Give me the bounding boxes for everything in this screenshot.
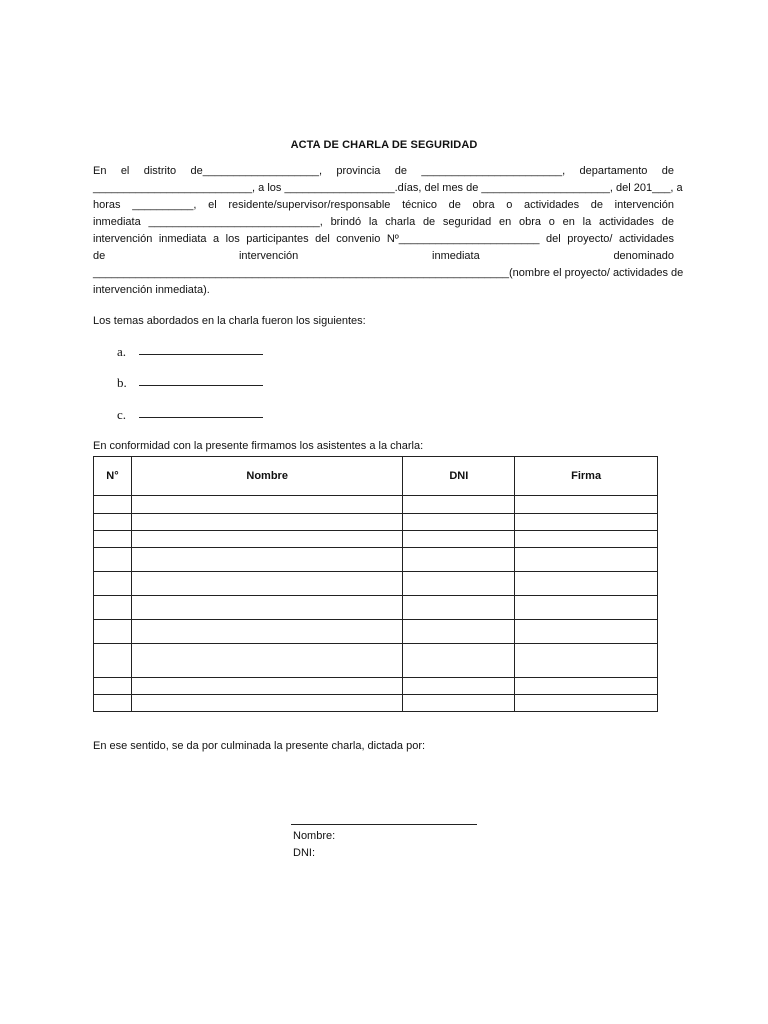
agreement-text: En conformidad con la presente firmamos los asistentes a la charla: (93, 440, 424, 452)
table-cell[interactable] (403, 695, 515, 712)
table-cell[interactable] (131, 572, 402, 596)
topic-blank-line[interactable] (139, 416, 263, 418)
table-cell[interactable] (403, 496, 515, 514)
table-cell[interactable] (131, 531, 402, 548)
table-cell[interactable] (515, 548, 658, 572)
topic-letter: c. (117, 407, 127, 422)
table-cell[interactable] (94, 620, 132, 644)
topic-item-c (117, 407, 263, 423)
table-cell[interactable] (94, 514, 132, 531)
table-cell[interactable] (515, 678, 658, 695)
table-cell[interactable] (403, 596, 515, 620)
intro-line: En el distrito de___________________, provincia de _______________________, departamento de (93, 165, 674, 177)
table-cell[interactable] (403, 644, 515, 678)
topics-label: Los temas abordados en la charla fueron los siguientes: (93, 315, 366, 327)
table-cell[interactable] (515, 531, 658, 548)
table-cell[interactable] (131, 496, 402, 514)
intro-line: de intervención inmediata denominado (93, 250, 674, 262)
intro-line: inmediata ____________________________, brindó la charla de seguridad en obra o en la actividades de (93, 216, 674, 228)
topic-blank-line[interactable] (139, 384, 263, 386)
table-row (94, 644, 658, 678)
table-row (94, 531, 658, 548)
intro-line: intervención inmediata). (93, 284, 210, 296)
table-cell[interactable] (131, 514, 402, 531)
attendance-table (93, 456, 658, 712)
table-cell[interactable] (403, 620, 515, 644)
table-row (94, 596, 658, 620)
table-cell[interactable] (94, 596, 132, 620)
signature-line[interactable] (291, 824, 477, 825)
table-cell[interactable] (515, 496, 658, 514)
table-header-row (94, 457, 658, 496)
table-cell[interactable] (515, 620, 658, 644)
table-cell[interactable] (131, 644, 402, 678)
table-cell[interactable] (94, 531, 132, 548)
intro-line: intervención inmediata a los participantes del convenio Nº_______________________ del proyecto/ actividades (93, 233, 674, 245)
table-cell[interactable] (403, 514, 515, 531)
intro-line: __________________________, a los __________________.días, del mes de _____________________, del 201___, a (93, 182, 683, 194)
table-cell[interactable] (403, 531, 515, 548)
table-cell[interactable] (94, 695, 132, 712)
table-cell[interactable] (94, 496, 132, 514)
table-row (94, 572, 658, 596)
table-row (94, 548, 658, 572)
table-cell[interactable] (94, 678, 132, 695)
document-title: ACTA DE CHARLA DE SEGURIDAD (290, 139, 478, 151)
topic-item-b (117, 375, 263, 391)
table-cell[interactable] (515, 514, 658, 531)
table-row (94, 678, 658, 695)
table-row (94, 514, 658, 531)
topic-letter: a. (117, 344, 127, 359)
closing-text: En ese sentido, se da por culminada la presente charla, dictada por: (93, 740, 426, 752)
intro-line: horas __________, el residente/supervisor/responsable técnico de obra o actividades de intervención (93, 199, 674, 211)
table-cell[interactable] (131, 620, 402, 644)
table-cell[interactable] (403, 678, 515, 695)
table-cell[interactable] (403, 548, 515, 572)
table-cell[interactable] (131, 695, 402, 712)
topic-letter: b. (117, 375, 127, 390)
table-cell[interactable] (515, 644, 658, 678)
table-cell[interactable] (131, 596, 402, 620)
column-header-signature: Firma (515, 457, 658, 496)
table-cell[interactable] (515, 596, 658, 620)
table-cell[interactable] (403, 572, 515, 596)
intro-line: ____________________________________________________________________(nombre el proyecto/ actividades de (93, 267, 684, 279)
table-cell[interactable] (94, 572, 132, 596)
table-cell[interactable] (131, 678, 402, 695)
column-header-name: Nombre (131, 457, 402, 496)
column-header-dni: DNI (403, 457, 515, 496)
table-row (94, 620, 658, 644)
table-cell[interactable] (94, 548, 132, 572)
column-header-number: N° (94, 457, 132, 496)
topic-item-a (117, 344, 263, 360)
topic-blank-line[interactable] (139, 353, 263, 355)
table-cell[interactable] (131, 548, 402, 572)
table-cell[interactable] (515, 572, 658, 596)
signature-dni-label: DNI: (293, 847, 315, 859)
table-row (94, 695, 658, 712)
table-cell[interactable] (94, 644, 132, 678)
table-cell[interactable] (515, 695, 658, 712)
intro-paragraph (93, 163, 684, 299)
table-row (94, 496, 658, 514)
signature-name-label: Nombre: (293, 830, 336, 842)
